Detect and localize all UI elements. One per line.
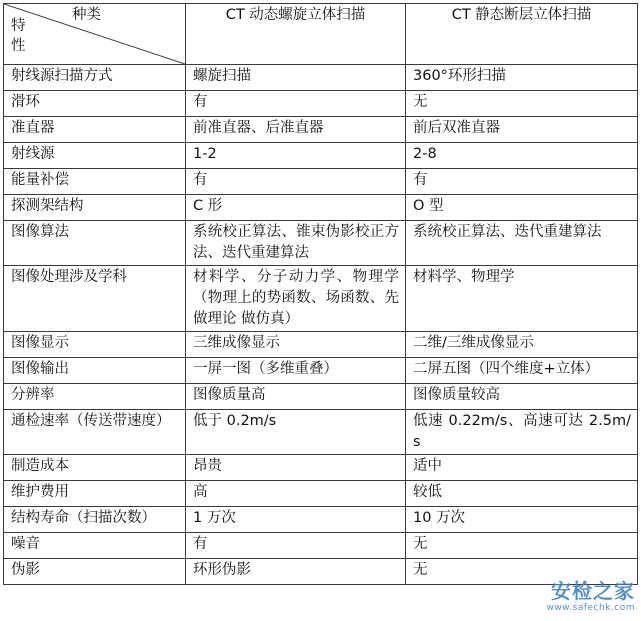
watermark-url: www.safechk.com bbox=[546, 603, 635, 613]
watermark-logo bbox=[525, 579, 635, 619]
static-value-cell: 材料学、物理学 bbox=[406, 266, 638, 332]
table-row bbox=[4, 266, 638, 332]
static-value-cell: 二屏五图（四个维度+立体） bbox=[406, 358, 638, 384]
feature-cell: 噪音 bbox=[4, 533, 186, 559]
static-value-cell: 适中 bbox=[406, 455, 638, 481]
static-value-cell: 有 bbox=[406, 169, 638, 195]
corner-label-category: 种类 bbox=[72, 7, 101, 23]
table-row bbox=[4, 117, 638, 143]
feature-cell: 图像显示 bbox=[4, 332, 186, 358]
dynamic-value-cell: 前准直器、后准直器 bbox=[186, 117, 406, 143]
static-value-cell: O 型 bbox=[406, 195, 638, 221]
column-header-static bbox=[406, 4, 638, 65]
table-row bbox=[4, 65, 638, 91]
dynamic-value-cell: 有 bbox=[186, 169, 406, 195]
dynamic-value-cell: 一屏一图（多维重叠） bbox=[186, 358, 406, 384]
feature-cell: 探测架结构 bbox=[4, 195, 186, 221]
diagonal-header bbox=[4, 4, 185, 64]
dynamic-value-cell: 有 bbox=[186, 91, 406, 117]
static-value-cell: 前后双准直器 bbox=[406, 117, 638, 143]
feature-cell: 制造成本 bbox=[4, 455, 186, 481]
table-row bbox=[4, 507, 638, 533]
table-row bbox=[4, 332, 638, 358]
dynamic-value-cell: 1-2 bbox=[186, 143, 406, 169]
dynamic-value-cell: 三维成像显示 bbox=[186, 332, 406, 358]
dynamic-value-cell: 1 万次 bbox=[186, 507, 406, 533]
corner-header-cell bbox=[4, 4, 186, 65]
static-value-cell: 无 bbox=[406, 91, 638, 117]
table-row bbox=[4, 384, 638, 410]
table-row bbox=[4, 481, 638, 507]
static-value-cell: 系统校正算法、迭代重建算法 bbox=[406, 221, 638, 266]
feature-cell: 能量补偿 bbox=[4, 169, 186, 195]
dynamic-value-cell: 高 bbox=[186, 481, 406, 507]
static-value-cell: 无 bbox=[406, 533, 638, 559]
table-row bbox=[4, 169, 638, 195]
static-value-cell: 低速 0.22m/s、高速可达 2.5m/s bbox=[406, 410, 638, 455]
static-value-cell: 2-8 bbox=[406, 143, 638, 169]
feature-cell: 伪影 bbox=[4, 559, 186, 585]
static-value-cell: 10 万次 bbox=[406, 507, 638, 533]
column-header-dynamic bbox=[186, 4, 406, 65]
ct-comparison-table bbox=[3, 3, 638, 585]
static-value-cell: 二维/三维成像显示 bbox=[406, 332, 638, 358]
feature-cell: 滑环 bbox=[4, 91, 186, 117]
column-header-dynamic-label: CT 动态螺旋立体扫描 bbox=[225, 7, 366, 23]
table-row bbox=[4, 195, 638, 221]
dynamic-value-cell: 材料学、分子动力学、物理学（物理上的势函数、场函数、先做理论 做仿真） bbox=[186, 266, 406, 332]
feature-cell: 射线源扫描方式 bbox=[4, 65, 186, 91]
feature-cell: 结构寿命（扫描次数） bbox=[4, 507, 186, 533]
feature-cell: 准直器 bbox=[4, 117, 186, 143]
header-row bbox=[4, 4, 638, 65]
feature-cell: 分辨率 bbox=[4, 384, 186, 410]
table-row bbox=[4, 410, 638, 455]
table-row bbox=[4, 533, 638, 559]
table-row bbox=[4, 455, 638, 481]
static-value-cell: 较低 bbox=[406, 481, 638, 507]
feature-cell: 图像算法 bbox=[4, 221, 186, 266]
dynamic-value-cell: C 形 bbox=[186, 195, 406, 221]
dynamic-value-cell: 系统校正算法、锥束伪影校正方法、迭代重建算法 bbox=[186, 221, 406, 266]
dynamic-value-cell: 昂贵 bbox=[186, 455, 406, 481]
static-value-cell: 无 bbox=[406, 559, 638, 585]
table-row bbox=[4, 358, 638, 384]
watermark-title: 安检之家 bbox=[551, 579, 635, 603]
dynamic-value-cell: 图像质量高 bbox=[186, 384, 406, 410]
comparison-sheet bbox=[3, 3, 637, 585]
feature-cell: 图像输出 bbox=[4, 358, 186, 384]
dynamic-value-cell: 低于 0.2m/s bbox=[186, 410, 406, 455]
feature-cell: 图像处理涉及学科 bbox=[4, 266, 186, 332]
feature-cell: 射线源 bbox=[4, 143, 186, 169]
table-body bbox=[4, 4, 638, 585]
static-value-cell: 图像质量较高 bbox=[406, 384, 638, 410]
corner-label-feature: 特性 bbox=[11, 18, 26, 54]
dynamic-value-cell: 螺旋扫描 bbox=[186, 65, 406, 91]
table-row bbox=[4, 91, 638, 117]
table-row bbox=[4, 221, 638, 266]
dynamic-value-cell: 环形伪影 bbox=[186, 559, 406, 585]
table-row bbox=[4, 143, 638, 169]
feature-cell: 维护费用 bbox=[4, 481, 186, 507]
feature-cell: 通检速率（传送带速度） bbox=[4, 410, 186, 455]
static-value-cell: 360°环形扫描 bbox=[406, 65, 638, 91]
column-header-static-label: CT 静态断层立体扫描 bbox=[451, 7, 592, 23]
dynamic-value-cell: 有 bbox=[186, 533, 406, 559]
